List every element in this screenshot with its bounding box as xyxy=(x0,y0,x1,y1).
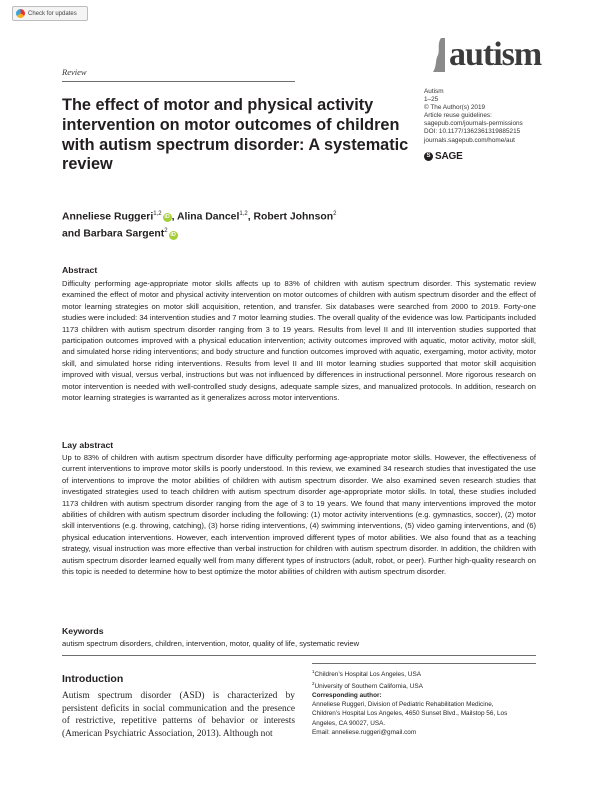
affiliation-text: University of Southern California, USA xyxy=(314,683,423,691)
introduction-heading: Introduction xyxy=(62,673,124,685)
author-affil-sup: 2 xyxy=(333,211,337,217)
meta-line: Article reuse guidelines: xyxy=(424,112,492,120)
footnote-rule xyxy=(312,663,536,664)
orcid-icon[interactable]: iD xyxy=(170,231,176,238)
article-title: The effect of motor and physical activity intervention on motor outcomes of children with autism spectrum disorder: A systematic review xyxy=(62,96,409,174)
journal-name: autism xyxy=(449,36,542,73)
corresponding-author-email[interactable]: Email: anneliese.ruggeri@gmail.com xyxy=(312,728,417,736)
author-list xyxy=(62,207,402,242)
sage-icon: S xyxy=(424,152,433,161)
author-separator: , xyxy=(247,211,254,223)
affiliation-text: Children’s Hospital Los Angeles, USA xyxy=(314,671,421,679)
meta-line: © The Author(s) 2019 xyxy=(424,104,486,112)
section-type: Review xyxy=(62,67,87,77)
corresponding-author-line: Angeles, CA 90027, USA. xyxy=(312,719,386,727)
author-separator: , xyxy=(171,211,177,223)
abstract-text: Difficulty performing age-appropriate motor skills affects up to 83% of children with autism spectrum disorder. This systematic review examined the effect of motor and physical activity intervention on motor outcomes of children with autism spectrum disorder and the effect of motor learning strategies on motor skill acquisition, retention, and transfer. Six databases were searched from 2000 to 2019. Forty-one studies were included: 34 intervention studies and 7 motor learning studies. The overall quality of the evidence was low. Participants included 1173 children with autism spectrum disorder ranging from 3 to 19 years. Results from level II and III intervention studies supported that participation outcomes improved with a physical education intervention; activity outcomes improved with aquatic, motor activity, motor skill, and simulated horse riding interventions; and body structure and function outcomes improved with aquatic, exergaming, motor activity, motor skill, and simulated horse riding interventions. Results from level II and III motor learning studies supported that motor skill acquisition improved with visual, versus verbal, instructions but was not influenced by differences in instructional personnel. More rigorous research on motor intervention is needed with well-controlled study designs, adequate sample sizes, and manualized protocols. In addition, research on motor learning strategies is warranted as it generalizes across motor interventions. xyxy=(62,279,536,403)
author-affil-sup: 2 xyxy=(164,228,168,235)
keywords-text: autism spectrum disorders, children, intervention, motor, quality of life, systematic review xyxy=(62,639,360,648)
publisher-name: SAGE xyxy=(435,151,463,162)
journal-logo-mark-icon xyxy=(431,38,445,72)
affiliation-item xyxy=(312,667,542,679)
author-name: Alina Dancel xyxy=(176,211,240,223)
author-name: Robert Johnson xyxy=(253,211,334,223)
corresponding-author-label: Corresponding author: xyxy=(312,692,382,699)
section-divider xyxy=(62,655,536,656)
corresponding-author-line: Children’s Hospital Los Angeles, 4650 Sunset Blvd., Mailstop 56, Los xyxy=(312,710,508,718)
meta-doi[interactable]: DOI: 10.1177/1362361319885215 xyxy=(424,128,521,136)
orcid-icon[interactable]: iD xyxy=(164,214,170,221)
meta-line: 1–25 xyxy=(424,96,439,104)
lay-abstract-text: Up to 83% of children with autism spectrum disorder have difficulty performing age-appropriate motor skills. However, the effectiveness of current interventions to improve motor skills is poorly understood. In this review, we examined 34 research studies that investigated the use of interventions to improve the motor abilities of children with autism spectrum disorder. We also examined seven research studies that investigated strategies used to teach children with autism spectrum disorder age-appropriate motor skills. In total, these studies included 1173 children with autism spectrum disorder ranging from the age of 3 to 19 years. We found that many interventions improved the motor abilities of children with autism spectrum disorder including the following: (1) motor activity interventions (e.g. gymnastics, soccer), (2) motor skill interventions (e.g. throwing, catching), (3) horse riding interventions, (4) swimming interventions, (5) video gaming interventions, and (6) physical education interventions. However, each intervention improved different types of motor abilities. We also found that as a teaching strategy, visual instruction was more effective than verbal instruction for children with autism spectrum disorder. In addition, the children with autism spectrum disorder learned equally well from many different types of instructors (adult, robot, or peer). Further high-quality research on this topic is needed to determine how to best optimize the motor abilities of children with autism spectrum disorder. xyxy=(62,453,536,577)
keywords-heading: Keywords xyxy=(62,626,104,636)
affiliations xyxy=(312,667,542,692)
check-for-updates-button[interactable] xyxy=(12,6,88,21)
lay-abstract-heading: Lay abstract xyxy=(62,440,114,450)
crossmark-icon xyxy=(16,9,25,18)
corresponding-author-line: Anneliese Ruggeri, Division of Pediatric Rehabilitation Medicine, xyxy=(312,701,494,709)
author-name: and Barbara Sargent xyxy=(62,228,165,240)
affiliation-sup: 1 xyxy=(312,669,315,674)
meta-line: Autism xyxy=(424,88,444,95)
affiliation-item xyxy=(312,679,542,691)
publisher-logo xyxy=(424,151,463,162)
introduction-text: Autism spectrum disorder (ASD) is characterized by persistent deficits in social communication and the presence of restrictive, repetitive patterns of behavior or interests (American Psychiatric Association, 2013). Although not xyxy=(62,691,295,740)
affiliation-sup: 2 xyxy=(312,681,315,687)
author-affil-sup: 1,2 xyxy=(239,211,248,217)
author-affil-sup: 1,2 xyxy=(153,211,162,217)
check-for-updates-label: Check for updates xyxy=(28,10,77,17)
meta-link[interactable]: sagepub.com/journals-permissions xyxy=(424,120,523,128)
header-rule xyxy=(62,81,295,82)
author-name: Anneliese Ruggeri xyxy=(62,211,154,223)
journal-meta xyxy=(424,88,584,145)
journal-logo xyxy=(431,34,551,76)
meta-link[interactable]: journals.sagepub.com/home/aut xyxy=(424,136,515,144)
abstract-heading: Abstract xyxy=(62,265,98,275)
corresponding-author xyxy=(312,691,542,737)
